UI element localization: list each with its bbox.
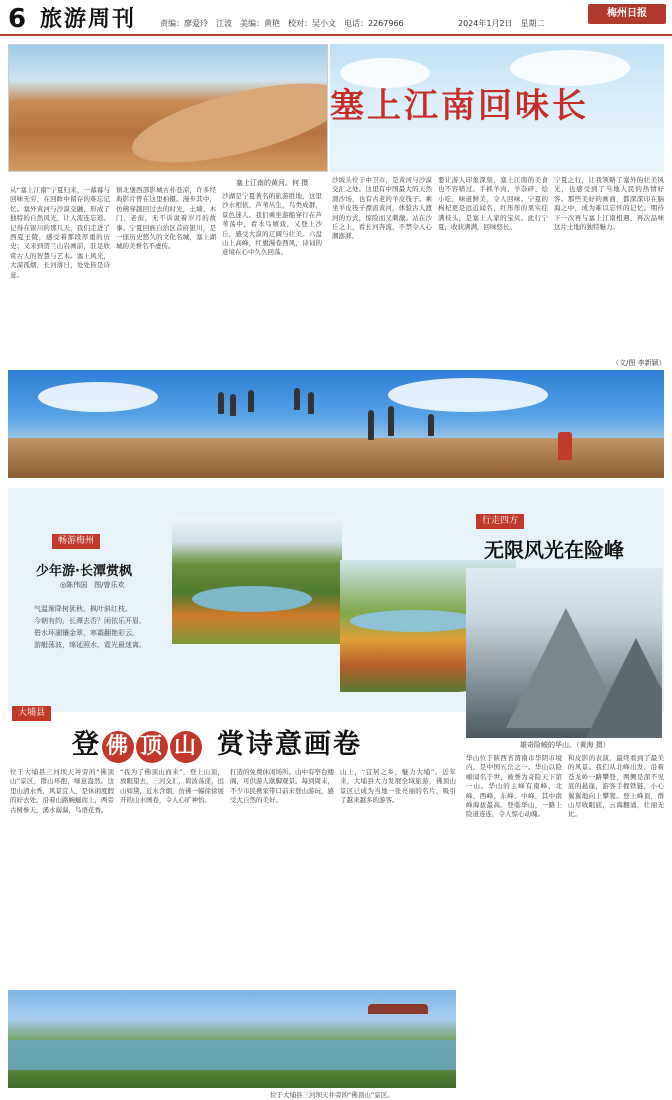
article-column: “我为了佛顶山而来”，登上山顶，放眼望去，三河交汇，碧波荡漾，远山如黛，近水含烟，仿佛一幅徐徐展开的山水画卷，令人心旷神怡。 xyxy=(120,768,224,805)
title-highlight-char: 顶 xyxy=(136,731,168,763)
title-highlight-char: 佛 xyxy=(102,731,134,763)
cloud-decoration xyxy=(38,382,158,412)
tourist-figure xyxy=(248,390,254,412)
title-highlight-char: 山 xyxy=(170,731,202,763)
feature-title: 塞上江南回味长 xyxy=(330,86,589,126)
article-column: 山上，“宜居之乡，魅力大埔”。近年来，大埔县大力发展全域旅游，佛顶山景区已成为当地一张亮丽的名片，吸引了越来越多的游客。 xyxy=(340,768,456,805)
mountain-peak xyxy=(576,638,662,738)
river-shape xyxy=(125,67,328,172)
poem-line: 游艇荡波，绵延照水，霓光最迷离。 xyxy=(34,641,146,649)
article-column: 华山位于陕西省渭南市华阴市境内，是中国五岳之一。华山以险峻闻名于世，被誉为奇险天下第一山。华山的主峰有南峰、北峰、西峰、东峰、中峰，其中南峰海拔最高。登临华山，一路上险道连连，令人惊心动魄。 xyxy=(466,754,562,819)
poem-line: 今朝有约，长潭去否？闲依乐开眉。 xyxy=(34,617,146,625)
poem-title: 少年游·长潭赏枫 xyxy=(36,564,132,579)
photo-caption: 位于大埔县三河坝天井旁的“佛顶山”景区。 xyxy=(270,1091,394,1099)
cloud-decoration xyxy=(510,50,630,86)
tourist-figure xyxy=(368,410,374,440)
section-title: 旅游周刊 xyxy=(40,7,137,32)
river-water xyxy=(8,1040,456,1070)
column-tag: 畅游梅州 xyxy=(52,534,100,549)
column-tag: 大埔县 xyxy=(12,706,51,721)
poem-line: 碧水环湖镶金翠，寒霜翻艳彩云。 xyxy=(34,629,139,637)
title-text: 赏诗意画卷 xyxy=(217,729,362,760)
tourist-figure xyxy=(294,388,300,410)
tourist-figure xyxy=(230,394,236,416)
editor-credits: 责编：廖爱玲 江波 美编：黄艳 校对：吴小文 电话：2267966 xyxy=(160,19,404,28)
poem-author: ◎陈伟国 图/曾乐欢 xyxy=(60,581,125,589)
lake-water xyxy=(350,610,480,632)
tourist-figure xyxy=(428,414,434,436)
photo-caption: 塞上江南的黄河。何 摄 xyxy=(236,179,309,187)
feature-title: 无限风光在险峰 xyxy=(484,538,624,562)
title-text: 登 xyxy=(72,729,101,760)
huashan-mountain-photo xyxy=(466,568,662,738)
tourist-figure xyxy=(558,432,572,460)
cloud-decoration xyxy=(340,58,430,88)
tourist-figure xyxy=(308,392,314,414)
article-column: 要让游人印象深刻，塞上江南的美食也不容错过。手抓羊肉、羊杂碎、烩小吃，味道鲜美，令人回味。宁夏的枸杞更是远近闻名，红彤彤的果实挂满枝头，是塞上人家的宝贝。此行宁夏，收获满满，回味悠长。 xyxy=(438,176,548,232)
tourist-figure xyxy=(388,406,394,436)
lake-water xyxy=(192,586,312,612)
article-column: 和皮影的表演，最终看到了最美的风景。我们从北峰出发，沿着苍龙岭一路攀登，两侧是深不见底的悬崖，游客手握铁链，小心翼翼地向上攀爬。登上峰顶，群山尽收眼底，云海翻涌，壮丽无比。 xyxy=(568,754,664,819)
cloud-decoration xyxy=(388,378,548,412)
article-column: 宁夏之行，让我领略了塞外的壮美风光，也感受到了当地人民的热情好客。那些美好的画面，都深深印在脑海之中，成为难以忘怀的记忆。期待下一次再与塞上江南相遇，再次品味这片土地的独特魅力。 xyxy=(554,176,664,232)
newspaper-logo: 梅州日报 xyxy=(588,4,666,24)
article-column: 从“塞上江南”宁夏归来，一幕幕与回味无穷，在回眸中留存的难忘记忆。塞外黄河与沙漠交融，形成了独特的自然风光，让人流连忘返。记得在银川的那几天，我们走进了西夏王陵，感受着那段厚重的历史；又来到贺兰山岩画前，驻足欣赏古人的智慧与艺术。塞上风光，大漠孤烟，长河落日，处处皆是诗意。 xyxy=(10,186,110,279)
issue-date: 2024年1月2日 星期二 xyxy=(458,19,545,28)
article-column: 位于大埔县三河坝天井旁的“佛顶山”景区，群山环抱，绿意盎然。这里山清水秀，风景宜人，是休闲度假的好去处。沿着山路蜿蜒而上，两旁古树参天，溪水潺潺，鸟语花香。 xyxy=(10,768,114,814)
article-column: 打造的免费休闲场所。山中有亭台楼阁，可供游人歇脚观景。每到周末，不少市民携家带口前来登山游玩，感受大自然的美好。 xyxy=(230,768,334,805)
yellow-river-photo xyxy=(8,44,328,172)
sand-dune-photo xyxy=(8,370,664,478)
maple-lake-photo xyxy=(172,516,342,644)
tourist-figure xyxy=(218,392,224,414)
article-column: 镇北堡西部影城古朴苍凉，许多经典影片曾在这里拍摄。漫步其中，仿佛穿越回过去的时光，土墙、木门、老街，无不诉说着岁月的故事。宁夏回族自治区首府银川，是一座历史悠久的文化名城，塞上湖城的美誉名不虚传。 xyxy=(116,186,216,251)
column-tag: 行走四方 xyxy=(476,514,524,529)
page-number: 6 xyxy=(8,4,27,34)
feature-title xyxy=(72,722,362,763)
photo-caption: 雄奇险峻的华山。（黄海 摄） xyxy=(520,741,610,749)
article-column: 沙湖是宁夏著名的旅游胜地，这里沙水相依，芦苇丛生，鸟类成群，景色迷人。我们乘坐游船穿行在芦苇荡中，看水鸟嬉戏，又登上沙丘，感受大漠的辽阔与壮美。六盘山上高峰，红旗漫卷西风，诗词的意境在心中久久回荡。 xyxy=(222,192,322,257)
pavilion-roof xyxy=(368,1004,428,1014)
fodingshan-panorama-photo xyxy=(8,990,456,1088)
article-column: 沙坡头位于中卫市，是黄河与沙漠交汇之处。这里有中国最大的天然滑沙场，也有古老的羊皮筏子。乘坐羊皮筏子漂流黄河，体验古人渡河的方式，惊险而又刺激。站在沙丘之上，看长河奔流，不禁令人心潮澎湃。 xyxy=(332,176,432,241)
poem-line: 气温渐降树犹秋，枫叶斜红枝。 xyxy=(34,605,132,613)
byline: （文/图 李新颖） xyxy=(612,359,666,367)
